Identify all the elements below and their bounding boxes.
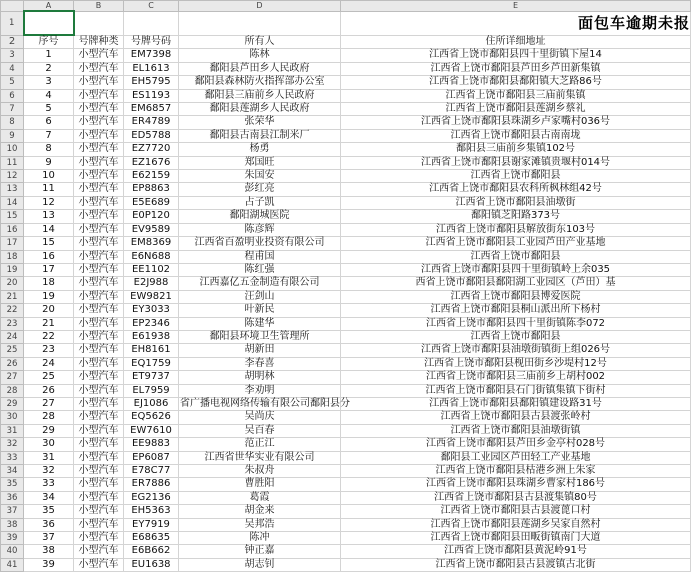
cell-seq[interactable]: 17 bbox=[24, 263, 74, 276]
cell-seq[interactable]: 20 bbox=[24, 304, 74, 317]
cell-plate-type[interactable]: 小型汽车 bbox=[74, 223, 124, 236]
cell-owner[interactable]: 朱国安 bbox=[179, 170, 341, 183]
row-number[interactable]: 30 bbox=[1, 411, 24, 424]
cell-plate-type[interactable]: 小型汽车 bbox=[74, 411, 124, 424]
table-row bbox=[1, 491, 691, 504]
cell-address[interactable]: 江西省上饶市鄱阳县解放街东103号 bbox=[341, 223, 691, 236]
cell-address[interactable]: 江西省上饶市鄱阳县四十里街镇下屋14 bbox=[341, 49, 691, 62]
row-number[interactable]: 7 bbox=[1, 103, 24, 116]
cell-address[interactable]: 江西省上饶市鄱阳县谢家滩镇贵堰村014号 bbox=[341, 156, 691, 169]
cell-seq[interactable]: 38 bbox=[24, 545, 74, 558]
row-number[interactable]: 2 bbox=[1, 35, 24, 49]
cell-seq[interactable]: 5 bbox=[24, 103, 74, 116]
cell-plate-type[interactable]: 小型汽车 bbox=[74, 237, 124, 250]
cell-address[interactable]: 江西省上饶市鄱阳县莲湖乡吴家自然村 bbox=[341, 518, 691, 531]
cell-address[interactable]: 江西省上饶市鄱阳县珠湖乡曹家村186号 bbox=[341, 478, 691, 491]
row-number[interactable]: 27 bbox=[1, 371, 24, 384]
row-number[interactable]: 39 bbox=[1, 532, 24, 545]
cell-owner[interactable]: 李春喜 bbox=[179, 357, 341, 370]
table-row bbox=[1, 505, 691, 518]
cell-plate-type[interactable]: 小型汽车 bbox=[74, 263, 124, 276]
cell-seq[interactable]: 19 bbox=[24, 290, 74, 303]
cell-seq[interactable]: 23 bbox=[24, 344, 74, 357]
cell-seq[interactable]: 29 bbox=[24, 424, 74, 437]
cell-plate-type[interactable]: 小型汽车 bbox=[74, 397, 124, 410]
cell-plate-type[interactable]: 小型汽车 bbox=[74, 558, 124, 571]
row-number[interactable]: 17 bbox=[1, 237, 24, 250]
select-all-corner[interactable] bbox=[1, 1, 24, 12]
cell-address[interactable]: 江西省上饶市鄱阳县枧田街乡沙堤村12号 bbox=[341, 357, 691, 370]
table-row bbox=[1, 263, 691, 276]
row-number[interactable]: 38 bbox=[1, 518, 24, 531]
table-row bbox=[1, 465, 691, 478]
cell-plate-number[interactable]: EW7610 bbox=[124, 424, 179, 437]
cell-owner[interactable]: 胡金来 bbox=[179, 505, 341, 518]
column-header-c[interactable]: C bbox=[124, 1, 179, 12]
row-number[interactable]: 22 bbox=[1, 304, 24, 317]
cell-plate-number[interactable]: E0P120 bbox=[124, 210, 179, 223]
cell-seq[interactable]: 37 bbox=[24, 532, 74, 545]
cell-plate-type[interactable]: 小型汽车 bbox=[74, 103, 124, 116]
cell-plate-number[interactable]: E78C77 bbox=[124, 465, 179, 478]
cell-plate-number[interactable]: E68635 bbox=[124, 532, 179, 545]
header-plate-number[interactable]: 号牌号码 bbox=[124, 35, 179, 49]
cell-seq[interactable]: 18 bbox=[24, 277, 74, 290]
cell-plate-number[interactable]: EL1613 bbox=[124, 62, 179, 75]
cell-seq[interactable]: 7 bbox=[24, 129, 74, 142]
cell-seq[interactable]: 27 bbox=[24, 397, 74, 410]
cell-owner[interactable]: 省广播电视网络传输有限公司鄱阳县分 bbox=[180, 397, 350, 409]
column-header-d[interactable]: D bbox=[179, 1, 341, 12]
cell-owner[interactable]: 叶新民 bbox=[179, 304, 341, 317]
selected-cell[interactable] bbox=[24, 11, 74, 35]
cell-plate-number[interactable]: EU1638 bbox=[124, 558, 179, 571]
row-number[interactable]: 35 bbox=[1, 478, 24, 491]
cell-seq[interactable]: 22 bbox=[24, 330, 74, 343]
cell-seq[interactable]: 28 bbox=[24, 411, 74, 424]
row-number[interactable]: 20 bbox=[1, 277, 24, 290]
cell-owner[interactable]: 张荣华 bbox=[179, 116, 341, 129]
row-number[interactable]: 4 bbox=[1, 62, 24, 75]
cell-plate-type[interactable]: 小型汽车 bbox=[74, 129, 124, 142]
cell-seq[interactable]: 6 bbox=[24, 116, 74, 129]
cell-plate-number[interactable]: EV9589 bbox=[124, 223, 179, 236]
cell-address[interactable]: 江西省上饶市鄱阳县油墩街镇 bbox=[341, 424, 691, 437]
table-row bbox=[1, 196, 691, 209]
cell-owner[interactable]: 陈红强 bbox=[179, 263, 341, 276]
cell-address[interactable]: 江西省上饶市鄱阳县田畈街镇南门大道 bbox=[341, 532, 691, 545]
cell-owner[interactable]: 朱叔舟 bbox=[179, 465, 341, 478]
cell-owner[interactable]: 杨勇 bbox=[179, 143, 341, 156]
cell-seq[interactable]: 36 bbox=[24, 518, 74, 531]
cell-plate-type[interactable]: 小型汽车 bbox=[74, 371, 124, 384]
cell-owner[interactable]: 江西嘉亿五金制造有限公司 bbox=[179, 277, 341, 290]
cell-plate-number[interactable]: EH8161 bbox=[124, 344, 179, 357]
table-row bbox=[1, 304, 691, 317]
header-owner[interactable]: 所有人 bbox=[179, 35, 341, 49]
cell-owner[interactable]: 陈林 bbox=[179, 49, 341, 62]
cell-address[interactable]: 鄱阳县工业园区芦田轻工产业基地 bbox=[341, 451, 691, 464]
table-row bbox=[1, 411, 691, 424]
table-row bbox=[1, 438, 691, 451]
cell-address[interactable]: 江西省上饶市鄱阳县黄泥岭91号 bbox=[341, 545, 691, 558]
cell-seq[interactable]: 3 bbox=[24, 76, 74, 89]
cell-owner[interactable]: 胡明林 bbox=[179, 371, 341, 384]
cell-plate-type[interactable]: 小型汽车 bbox=[74, 505, 124, 518]
row-number[interactable]: 40 bbox=[1, 545, 24, 558]
cell-address[interactable]: 江西省上饶市鄱阳县博爱医院 bbox=[341, 290, 691, 303]
cell[interactable] bbox=[124, 11, 179, 35]
cell-seq[interactable]: 26 bbox=[24, 384, 74, 397]
table-row bbox=[1, 397, 691, 410]
table-row bbox=[1, 290, 691, 303]
row-number[interactable]: 10 bbox=[1, 143, 24, 156]
cell-plate-number[interactable]: EG2136 bbox=[124, 491, 179, 504]
cell-seq[interactable]: 1 bbox=[24, 49, 74, 62]
cell-plate-number[interactable]: ED5788 bbox=[124, 129, 179, 142]
cell-plate-type[interactable]: 小型汽车 bbox=[74, 465, 124, 478]
cell[interactable] bbox=[74, 11, 124, 35]
cell-plate-type[interactable]: 小型汽车 bbox=[74, 170, 124, 183]
table-row bbox=[1, 357, 691, 370]
cell-address[interactable]: 江西省上饶市鄱阳县农科所枫林组42号 bbox=[341, 183, 691, 196]
cell-plate-number[interactable]: EY7919 bbox=[124, 518, 179, 531]
cell-address[interactable]: 江西省上饶市鄱阳县芦田乡金亭村028号 bbox=[341, 438, 691, 451]
cell-address[interactable]: 江西省上饶市鄱阳县枯港乡洲上朱家 bbox=[341, 465, 691, 478]
cell-plate-number[interactable]: EZ1676 bbox=[124, 156, 179, 169]
table-row bbox=[1, 451, 691, 464]
row-number[interactable]: 12 bbox=[1, 170, 24, 183]
cell-address[interactable]: 江西省上饶市鄱阳县工业园芦田产业基地 bbox=[341, 237, 691, 250]
cell-owner[interactable]: 陈建华 bbox=[179, 317, 341, 330]
table-row bbox=[1, 129, 691, 142]
row-number[interactable]: 5 bbox=[1, 76, 24, 89]
table-row bbox=[1, 424, 691, 437]
cell-plate-type[interactable]: 小型汽车 bbox=[74, 438, 124, 451]
table-row bbox=[1, 103, 691, 116]
cell-plate-number[interactable]: EY3033 bbox=[124, 304, 179, 317]
header-address[interactable]: 住所详细地址 bbox=[341, 35, 691, 49]
row-number[interactable]: 34 bbox=[1, 465, 24, 478]
cell-address[interactable]: 西省上饶市鄱阳县鄱阳湖工业园区（芦田）基 bbox=[341, 277, 691, 290]
row-number[interactable]: 21 bbox=[1, 290, 24, 303]
cell-plate-type[interactable]: 小型汽车 bbox=[74, 210, 124, 223]
cell-address[interactable]: 江西省上饶市鄱阳县古县渡蓖口村 bbox=[341, 505, 691, 518]
cell-plate-type[interactable]: 小型汽车 bbox=[74, 250, 124, 263]
table-row bbox=[1, 330, 691, 343]
table-row bbox=[1, 317, 691, 330]
cell-owner[interactable]: 彭红亮 bbox=[179, 183, 341, 196]
cell-address[interactable]: 江西省上饶市鄱阳县芦田乡芦田新集镇 bbox=[341, 62, 691, 75]
table-row bbox=[1, 384, 691, 397]
table-row bbox=[1, 116, 691, 129]
table-row bbox=[1, 49, 691, 62]
cell-address[interactable]: 江西省上饶市鄱阳县石门街镇集镇下街村 bbox=[341, 384, 691, 397]
column-letter-row bbox=[1, 1, 691, 12]
cell-seq[interactable]: 9 bbox=[24, 156, 74, 169]
cell-plate-type[interactable]: 小型汽车 bbox=[74, 76, 124, 89]
cell-address[interactable]: 江西省上饶市鄱阳县古县渡镇古北街 bbox=[341, 558, 691, 571]
cell-plate-number[interactable]: EW9821 bbox=[124, 290, 179, 303]
cell-owner[interactable]: 葛霞 bbox=[179, 491, 341, 504]
row-number[interactable]: 1 bbox=[1, 11, 24, 35]
cell-owner[interactable]: 占子凯 bbox=[179, 196, 341, 209]
cell-seq[interactable]: 35 bbox=[24, 505, 74, 518]
table-row bbox=[1, 76, 691, 89]
row-number[interactable]: 8 bbox=[1, 116, 24, 129]
cell-seq[interactable]: 15 bbox=[24, 237, 74, 250]
row-number[interactable]: 24 bbox=[1, 330, 24, 343]
cell-seq[interactable]: 14 bbox=[24, 223, 74, 236]
cell-plate-number[interactable]: EE1102 bbox=[124, 263, 179, 276]
cell-plate-type[interactable]: 小型汽车 bbox=[74, 545, 124, 558]
cell-seq[interactable]: 8 bbox=[24, 143, 74, 156]
cell-seq[interactable]: 25 bbox=[24, 371, 74, 384]
table-row bbox=[1, 210, 691, 223]
cell-plate-number[interactable]: EM7398 bbox=[124, 49, 179, 62]
cell-seq[interactable]: 39 bbox=[24, 558, 74, 571]
cell-plate-type[interactable]: 小型汽车 bbox=[74, 62, 124, 75]
column-header-a[interactable]: A bbox=[24, 1, 74, 12]
row-number[interactable]: 33 bbox=[1, 451, 24, 464]
cell-address[interactable]: 江西省上饶市鄱阳县莲湖乡蔡礼 bbox=[341, 103, 691, 116]
row-number[interactable]: 16 bbox=[1, 223, 24, 236]
row-number[interactable]: 9 bbox=[1, 129, 24, 142]
cell-plate-number[interactable]: EM8369 bbox=[124, 237, 179, 250]
cell-address[interactable]: 江西省上饶市鄱阳县 bbox=[341, 250, 691, 263]
cell-owner[interactable]: 李劝明 bbox=[179, 384, 341, 397]
table-row bbox=[1, 558, 691, 571]
cell-plate-type[interactable]: 小型汽车 bbox=[74, 183, 124, 196]
cell-address[interactable]: 江西省上饶市鄱阳县鄱阳镇大芝路86号 bbox=[341, 76, 691, 89]
title-row bbox=[1, 11, 691, 35]
cell-plate-number[interactable]: EL7959 bbox=[124, 384, 179, 397]
row-number[interactable]: 13 bbox=[1, 183, 24, 196]
header-plate-type[interactable]: 号牌种类 bbox=[74, 35, 124, 49]
cell-plate-number[interactable]: EH5363 bbox=[124, 505, 179, 518]
cell-owner[interactable]: 曹胜阳 bbox=[179, 478, 341, 491]
cell-seq[interactable]: 13 bbox=[24, 210, 74, 223]
cell-owner[interactable]: 陈冲 bbox=[179, 532, 341, 545]
table-row bbox=[1, 237, 691, 250]
cell-plate-number[interactable]: E6N688 bbox=[124, 250, 179, 263]
row-number[interactable]: 19 bbox=[1, 263, 24, 276]
cell-seq[interactable]: 24 bbox=[24, 357, 74, 370]
cell-seq[interactable]: 34 bbox=[24, 491, 74, 504]
cell-owner[interactable]: 江西省百盈明业投资有限公司 bbox=[179, 237, 341, 250]
cell-address[interactable]: 江西省上饶市鄱阳县油墩街镇街上组026号 bbox=[341, 344, 691, 357]
cell-address[interactable]: 江西省上饶市鄱阳县 bbox=[341, 330, 691, 343]
table-row bbox=[1, 183, 691, 196]
row-number[interactable]: 3 bbox=[1, 49, 24, 62]
cell-owner[interactable]: 鄱阳县环境卫生管理所 bbox=[179, 330, 341, 343]
cell-plate-number[interactable]: ER4789 bbox=[124, 116, 179, 129]
row-number[interactable]: 25 bbox=[1, 344, 24, 357]
cell-plate-type[interactable]: 小型汽车 bbox=[74, 317, 124, 330]
cell-plate-type[interactable]: 小型汽车 bbox=[74, 143, 124, 156]
row-number[interactable]: 11 bbox=[1, 156, 24, 169]
cell-plate-type[interactable]: 小型汽车 bbox=[74, 491, 124, 504]
cell-address[interactable]: 江西省上饶市鄱阳县三庙前集镇 bbox=[341, 89, 691, 102]
row-number[interactable]: 29 bbox=[1, 397, 24, 410]
cell-seq[interactable]: 32 bbox=[24, 465, 74, 478]
cell-owner[interactable]: 吴邦浩 bbox=[179, 518, 341, 531]
table-row bbox=[1, 250, 691, 263]
cell-address[interactable]: 江西省上饶市鄱阳县四十里街镇陈李072 bbox=[341, 317, 691, 330]
cell-seq[interactable]: 33 bbox=[24, 478, 74, 491]
cell-owner[interactable]: 鄱阳县芦田乡人民政府 bbox=[179, 62, 341, 75]
header-row bbox=[1, 35, 691, 49]
table-row bbox=[1, 545, 691, 558]
cell-plate-number[interactable]: E2J988 bbox=[124, 277, 179, 290]
cell-plate-number[interactable]: ER7886 bbox=[124, 478, 179, 491]
cell-plate-type[interactable]: 小型汽车 bbox=[74, 89, 124, 102]
table-row bbox=[1, 344, 691, 357]
cell-seq[interactable]: 16 bbox=[24, 250, 74, 263]
cell-owner[interactable]: 汪剑山 bbox=[179, 290, 341, 303]
cell-address[interactable]: 江西省上饶市鄱阳县古县渡张岭村 bbox=[341, 411, 691, 424]
row-number[interactable]: 28 bbox=[1, 384, 24, 397]
sheet-title[interactable]: 面包车逾期未报 bbox=[341, 11, 691, 35]
cell-seq[interactable]: 2 bbox=[24, 62, 74, 75]
cell-plate-type[interactable]: 小型汽车 bbox=[74, 49, 124, 62]
cell-plate-number[interactable]: E61938 bbox=[124, 330, 179, 343]
cell-owner[interactable]: 胡新田 bbox=[179, 344, 341, 357]
cell-plate-number[interactable]: EE9883 bbox=[124, 438, 179, 451]
row-number[interactable]: 31 bbox=[1, 424, 24, 437]
table-row bbox=[1, 277, 691, 290]
row-number[interactable]: 26 bbox=[1, 357, 24, 370]
cell-plate-type[interactable]: 小型汽车 bbox=[74, 451, 124, 464]
table-row bbox=[1, 532, 691, 545]
cell-owner[interactable]: 鄱阳县莲湖乡人民政府 bbox=[179, 103, 341, 116]
cell-plate-number[interactable]: E6B662 bbox=[124, 545, 179, 558]
cell-address[interactable]: 鄱阳县三庙前乡集镇102号 bbox=[341, 143, 691, 156]
cell-plate-number[interactable]: EJ1086 bbox=[124, 397, 179, 410]
cell-seq[interactable]: 12 bbox=[24, 196, 74, 209]
column-header-e[interactable]: E bbox=[341, 1, 691, 12]
cell-plate-number[interactable]: EQ1759 bbox=[124, 357, 179, 370]
cell-seq[interactable]: 4 bbox=[24, 89, 74, 102]
cell-plate-type[interactable]: 小型汽车 bbox=[74, 277, 124, 290]
cell-address[interactable]: 江西省上饶市鄱阳县油墩街 bbox=[341, 196, 691, 209]
cell-plate-number[interactable]: ES1193 bbox=[124, 89, 179, 102]
cell-owner[interactable]: 鄱阳湖城医院 bbox=[179, 210, 341, 223]
row-number[interactable]: 41 bbox=[1, 558, 24, 571]
cell-owner[interactable]: 范正江 bbox=[179, 438, 341, 451]
cell-owner[interactable]: 钟正嘉 bbox=[179, 545, 341, 558]
cell-seq[interactable]: 30 bbox=[24, 438, 74, 451]
cell-address[interactable]: 江西省上饶市鄱阳县鄱阳镇建设路31号 bbox=[341, 397, 691, 410]
cell-owner[interactable]: 陈彦辉 bbox=[179, 223, 341, 236]
cell-plate-number[interactable]: EH5795 bbox=[124, 76, 179, 89]
cell-plate-number[interactable]: EZ7720 bbox=[124, 143, 179, 156]
cell-seq[interactable]: 10 bbox=[24, 170, 74, 183]
cell-address[interactable]: 江西省上饶市鄱阳县四十里街镇岭上余035 bbox=[341, 263, 691, 276]
cell-plate-type[interactable]: 小型汽车 bbox=[74, 344, 124, 357]
cell-plate-number[interactable]: EQ5626 bbox=[124, 411, 179, 424]
header-seq[interactable]: 序号 bbox=[24, 35, 74, 49]
cell-plate-number[interactable]: EP8863 bbox=[124, 183, 179, 196]
cell-address[interactable]: 江西省上饶市鄱阳县珠湖乡卢家嘴村036号 bbox=[341, 116, 691, 129]
table-row bbox=[1, 170, 691, 183]
cell-address[interactable]: 江西省上饶市鄱阳县 bbox=[341, 170, 691, 183]
column-header-b[interactable]: B bbox=[74, 1, 124, 12]
table-row bbox=[1, 223, 691, 236]
cell-plate-type[interactable]: 小型汽车 bbox=[74, 478, 124, 491]
cell-address[interactable]: 江西省上饶市鄱阳县古县渡集镇80号 bbox=[341, 491, 691, 504]
cell-plate-type[interactable]: 小型汽车 bbox=[74, 518, 124, 531]
table-row bbox=[1, 143, 691, 156]
cell-plate-number[interactable]: EM6857 bbox=[124, 103, 179, 116]
cell-address[interactable]: 鄱阳镇芝阳路373号 bbox=[341, 210, 691, 223]
cell-plate-type[interactable]: 小型汽车 bbox=[74, 532, 124, 545]
cell-plate-type[interactable]: 小型汽车 bbox=[74, 290, 124, 303]
cell-owner[interactable]: 鄱阳县森林防火指挥部办公室 bbox=[179, 76, 341, 89]
cell-plate-number[interactable]: E5E689 bbox=[124, 196, 179, 209]
row-number[interactable]: 32 bbox=[1, 438, 24, 451]
cell[interactable] bbox=[179, 11, 341, 35]
table-row bbox=[1, 478, 691, 491]
cell-address[interactable]: 江西省上饶市鄱阳县三庙前乡上胡村002 bbox=[341, 371, 691, 384]
cell-owner[interactable]: 吴百春 bbox=[179, 424, 341, 437]
cell-plate-type[interactable]: 小型汽车 bbox=[74, 357, 124, 370]
cell-owner[interactable]: 鄱阳县古南县江制米厂 bbox=[179, 129, 341, 142]
cell-owner[interactable]: 吴尚庆 bbox=[179, 411, 341, 424]
row-number[interactable]: 36 bbox=[1, 491, 24, 504]
cell-plate-number[interactable]: E62159 bbox=[124, 170, 179, 183]
table-row bbox=[1, 371, 691, 384]
cell-owner[interactable]: 胡志钊 bbox=[179, 558, 341, 571]
cell-plate-type[interactable]: 小型汽车 bbox=[74, 196, 124, 209]
cell-plate-number[interactable]: EP2346 bbox=[124, 317, 179, 330]
cell-address[interactable]: 江西省上饶市鄱阳县古南南垅 bbox=[341, 129, 691, 142]
cell-seq[interactable]: 21 bbox=[24, 317, 74, 330]
cell-owner[interactable]: 鄱阳县三庙前乡人民政府 bbox=[179, 89, 341, 102]
table-row bbox=[1, 62, 691, 75]
cell-plate-type[interactable]: 小型汽车 bbox=[74, 384, 124, 397]
cell-owner[interactable]: 程甫国 bbox=[179, 250, 341, 263]
row-number[interactable]: 23 bbox=[1, 317, 24, 330]
row-number[interactable]: 18 bbox=[1, 250, 24, 263]
cell-seq[interactable]: 31 bbox=[24, 451, 74, 464]
table-row bbox=[1, 156, 691, 169]
cell-address[interactable]: 江西省上饶市鄱阳县桐山派出所下杨村 bbox=[341, 304, 691, 317]
row-number[interactable]: 6 bbox=[1, 89, 24, 102]
cell-owner[interactable]: 江西省世华实业有限公司 bbox=[179, 451, 341, 464]
cell-plate-type[interactable]: 小型汽车 bbox=[74, 156, 124, 169]
row-number[interactable]: 37 bbox=[1, 505, 24, 518]
cell-plate-type[interactable]: 小型汽车 bbox=[74, 304, 124, 317]
table-row bbox=[1, 89, 691, 102]
cell-plate-type[interactable]: 小型汽车 bbox=[74, 424, 124, 437]
cell-plate-number[interactable]: EP6087 bbox=[124, 451, 179, 464]
cell-plate-number[interactable]: ET9737 bbox=[124, 371, 179, 384]
cell-seq[interactable]: 11 bbox=[24, 183, 74, 196]
table-row bbox=[1, 518, 691, 531]
row-number[interactable]: 14 bbox=[1, 196, 24, 209]
cell-plate-type[interactable]: 小型汽车 bbox=[74, 116, 124, 129]
row-number[interactable]: 15 bbox=[1, 210, 24, 223]
cell-plate-type[interactable]: 小型汽车 bbox=[74, 330, 124, 343]
cell-owner[interactable]: 郑国旺 bbox=[179, 156, 341, 169]
